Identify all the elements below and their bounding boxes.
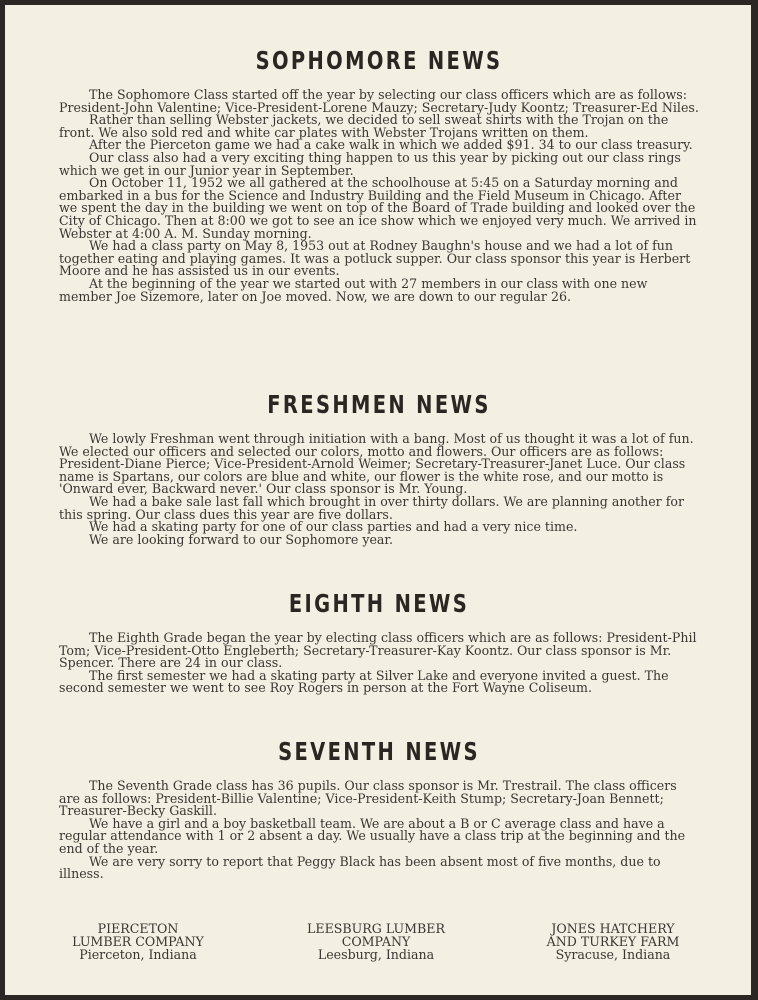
sponsor-name-line: AND TURKEY FARM [546, 933, 680, 949]
sponsor-pierceton-lumber [51, 923, 225, 961]
paragraph: At the beginning of the year we started out with 27 members in our class with one new member Joe Sizemore, later on Joe moved. Now, we are down to our regular 26. [59, 275, 648, 304]
paragraph: The Sophomore Class started off the year by selecting our class officers which are as follows: President-John Valentine; Vice-President-Lorene Mauzy; Secretary-Judy Koontz; Treasurer-Ed Niles. [59, 87, 699, 115]
section-title: FRESHMEN NEWS [267, 390, 491, 419]
sponsor-location: Syracuse, Indiana [555, 946, 671, 962]
section-title: SEVENTH NEWS [278, 737, 480, 766]
paragraph: We had a skating party for one of our class parties and had a very nice time. [89, 519, 578, 535]
section-body [59, 780, 699, 881]
sponsor-location: Leesburg, Indiana [317, 946, 435, 962]
paragraph: After the Pierceton game we had a cake walk in which we added $91. 34 to our class treasury. [89, 137, 693, 153]
section-body [59, 632, 699, 695]
section-title: EIGHTH NEWS [288, 589, 470, 618]
sponsor-name-line: COMPANY [341, 933, 411, 949]
paragraph: We had a bake sale last fall which brought in over thirty dollars. We are planning another for this spring. Our class dues this year are five dollars. [59, 493, 684, 522]
sponsor-name-line: PIERCETON [97, 921, 179, 936]
paragraph: On October 11, 1952 we all gathered at the schoolhouse at 5:45 on a Saturday morning and embarked in a bus for the Science and Industry Building and the Field Museum in Chicago. After we spent the day in the building we went on top of the Board of Trade building and looked over the City of Chicago. Then at 8:00 we got to see an ice show which we enjoyed very much. We arrived in Webster at 4:00 A. M. Sunday morning. [59, 175, 697, 241]
paragraph: The first semester we had a skating party at Silver Lake and everyone invited a guest. The second semester we went to see Roy Rogers in person at the Fort Wayne Coliseum. [59, 667, 669, 696]
paragraph: Rather than selling Webster jackets, we decided to sell sweat shirts with the Trojan on the front. We also sold red and white car plates with Webster Trojans written on them. [59, 112, 669, 140]
paragraph: We had a class party on May 8, 1953 out at Rodney Baughn's house and we had a lot of fun together eating and playing games. It was a potluck supper. Our class sponsor this year is Herbert Moore and he has assisted us in our events. [59, 238, 691, 279]
document-page [5, 5, 751, 995]
seventh-news-section [59, 738, 699, 881]
section-title: SOPHOMORE NEWS [255, 46, 503, 75]
paragraph: We have a girl and a boy basketball team. We are about a B or C average class and have a regular attendance with 1 or 2 absent a day. We usually have a class trip at the beginning and the end of the year. [59, 815, 686, 856]
section-body [59, 89, 699, 303]
sponsor-name-line: JONES HATCHERY [551, 921, 675, 936]
paragraph: The Eighth Grade began the year by electing class officers which are as follows: President-Phil Tom; Vice-President-Otto Engleberth; Secretary-Treasurer-Kay Koontz. Our class sponsor is Mr. Spencer. There are 24 in our class. [59, 630, 697, 671]
eighth-news-section [59, 590, 699, 695]
sponsor-location: Pierceton, Indiana [79, 946, 197, 962]
paragraph: We lowly Freshman went through initiation with a bang. Most of us thought it was a lot of fun. We elected our officers and selected our colors, motto and flowers. Our officers are as follows: President-Diane Pierce; Vice-President-Arnold Weimer; Secretary-Treasurer-Janet Luce. Our class name is Spartans, our colors are blue and white, our flower is the white rose, and our motto is 'Onward ever, Backward never.' Our class sponsor is Mr. Young. [59, 431, 694, 497]
paragraph: Our class also had a very exciting thing happen to us this year by picking out our class rings which we get in our Junior year in September. [59, 149, 681, 178]
sophomore-news-section [59, 47, 699, 303]
paragraph: We are very sorry to report that Peggy Black has been absent most of five months, due to illness. [59, 853, 661, 882]
sponsor-leesburg-lumber [289, 923, 463, 961]
paragraph: We are looking forward to our Sophomore year. [89, 531, 394, 547]
sponsor-jones-hatchery [523, 923, 703, 961]
sponsor-name-line: LUMBER COMPANY [72, 933, 204, 949]
paragraph: The Seventh Grade class has 36 pupils. Our class sponsor is Mr. Trestrail. The class officers are as follows: President-Billie Valentine; Vice-President-Keith Stump; Secretary-Joan Bennett; Treasurer-Becky Gaskill. [59, 778, 677, 819]
section-body [59, 433, 699, 546]
freshmen-news-section [59, 391, 699, 546]
sponsor-name-line: LEESBURG LUMBER [307, 921, 445, 936]
